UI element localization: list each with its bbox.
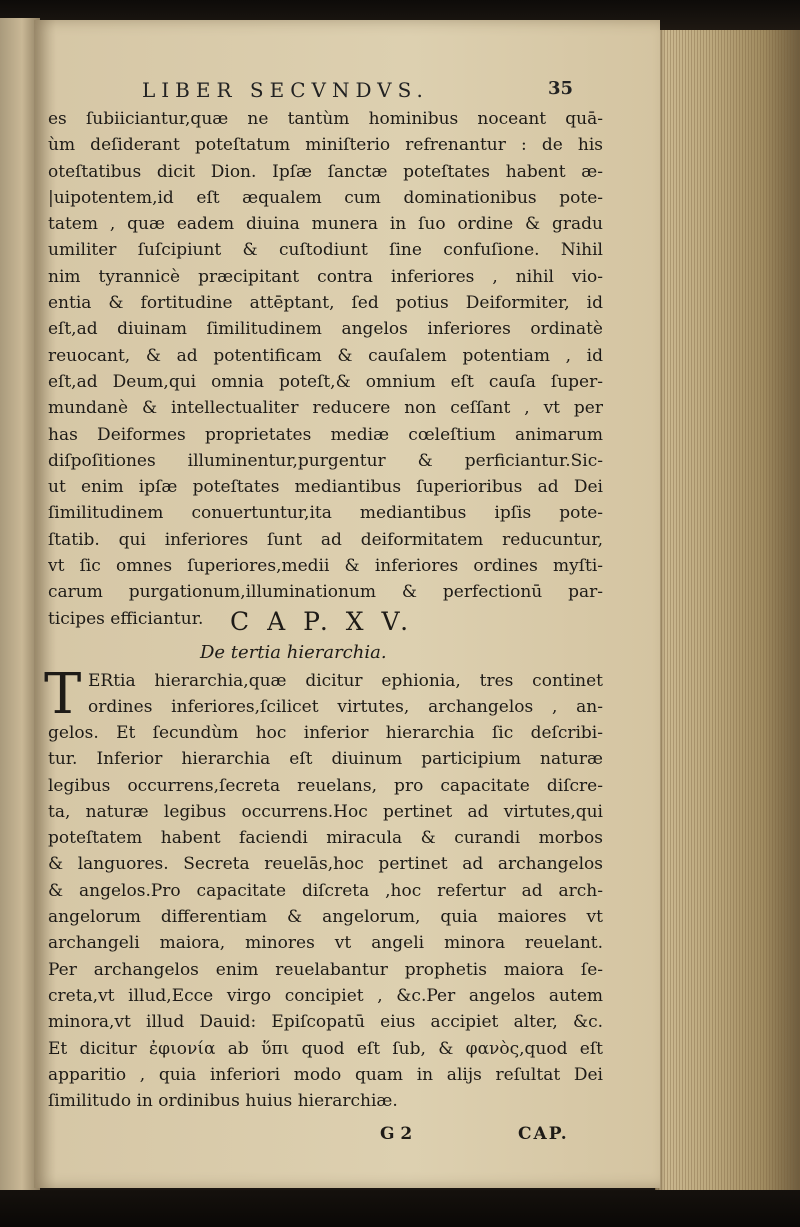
backdrop-bottom [0,1190,800,1227]
text-line: minora,vt illud Dauid: Epiſcopatū eius accipiet alter, &c. [48,1012,603,1033]
running-title: LIBER SECVNDVS. [142,78,429,102]
text-line: umiliter ſuſcipiunt & cuſtodiunt ſine confuſione. Nihil [48,240,603,261]
text-line: vt ſic omnes ſuperiores,medii & inferiores ordines myſti- [48,556,603,577]
text-line: diſpoſitiones illuminentur,purgentur & perficiantur.Sic- [48,450,603,471]
text-line: archangeli maiora, minores vt angeli minora reuelant. [48,933,603,954]
text-block-1 [48,106,603,632]
signature-mark: G 2 [380,1124,413,1144]
page-number: 35 [548,78,574,99]
text-line: & languores. Secreta reuelās,hoc pertinet ad archangelos [48,854,603,875]
book-fore-edge [655,30,800,1195]
drop-cap: T [44,662,82,727]
chapter-subtitle: De tertia hierarchia. [200,642,387,663]
text-line: apparitio , quia inferiori modo quam in alijs reſultat Dei [48,1064,603,1085]
text-line: tatem , quæ eadem diuina munera in ſuo ordine & gradu [48,214,603,235]
text-line: ERtia hierarchia,quæ dicitur ephionia, tres continet [88,671,603,691]
text-line: creta,vt illud,Ecce virgo concipiet , &c.Per angelos autem [48,985,603,1006]
text-line: & angelos.Pro capacitate diſcreta ,hoc refertur ad arch- [48,880,603,901]
text-line: ta, naturæ legibus occurrens.Hoc pertinet ad virtutes,qui [48,801,603,822]
text-line: mundanè & intellectualiter reducere non ceſſant , vt per [48,398,603,419]
text-line: poteſtatem habent faciendi miracula & curandi morbos [48,828,603,849]
text-line: Et dicitur ἐφιονία ab ὕπι quod eſt ſub, & φανὸς,quod eſt [48,1038,603,1059]
text-line: legibus occurrens,ſecreta reuelans, pro capacitate diſcre- [48,775,603,796]
text-line: oteſtatibus dicit Dion. Ipſæ ſanctæ poteſtates habent æ- [48,161,603,182]
text-line: tur. Inferior hierarchia eſt diuinum participium naturæ [48,749,603,770]
chapter-heading: C A P. X V. [230,607,414,636]
page-footer [380,1124,600,1150]
text-line: ùm deſiderant poteſtatum miniſterio refrenantur : de his [48,135,603,156]
text-line: carum purgationum,illuminationum & perfectionū par- [48,582,603,603]
text-line: ordines inferiores,ſcilicet virtutes, archangelos , an- [88,697,603,718]
text-block-2 [48,720,603,1114]
text-line: has Deiformes proprietates mediæ cœleſtium animarum [48,424,603,445]
text-line: gelos. Et ſecundùm hoc inferior hierarchia ſic deſcribi- [48,723,603,743]
text-line: es ſubiiciantur,quæ ne tantùm hominibus noceant quā- [48,109,603,129]
text-line: reuocant, & ad potentificam & cauſalem potentiam , id [48,345,603,366]
text-line: entia & fortitudine attēptant, ſed potius Deiformiter, id [48,293,603,314]
text-line: ſimilitudinem conuertuntur,ita mediantibus ipſis pote- [48,503,603,524]
text-line: eſt,ad diuinam ſimilitudinem angelos inferiores ordinatè [48,319,603,340]
text-line: ticipes efficiantur. [48,608,204,629]
text-line: nim tyrannicè præcipitant contra inferiores , nihil vio- [48,266,603,287]
text-line: eſt,ad Deum,qui omnia poteſt,& omnium eſt cauſa ſuper- [48,371,603,392]
text-line: |uipotentem,id eſt æqualem cum dominationibus pote- [48,187,603,208]
text-line: Per archangelos enim reuelabantur prophetis maiora ſe- [48,959,603,980]
text-line: ſtatib. qui inferiores ſunt ad deiformitatem reducuntur, [48,529,603,550]
catchword: CAP. [518,1124,569,1144]
text-line: angelorum differentiam & angelorum, quia maiores vt [48,907,603,928]
text-line: ſimilitudo in ordinibus huius hierarchiæ. [48,1091,398,1112]
text-block-2-opening [88,668,603,721]
text-line: ut enim ipſæ poteſtates mediantibus ſuperioribus ad Dei [48,477,603,498]
